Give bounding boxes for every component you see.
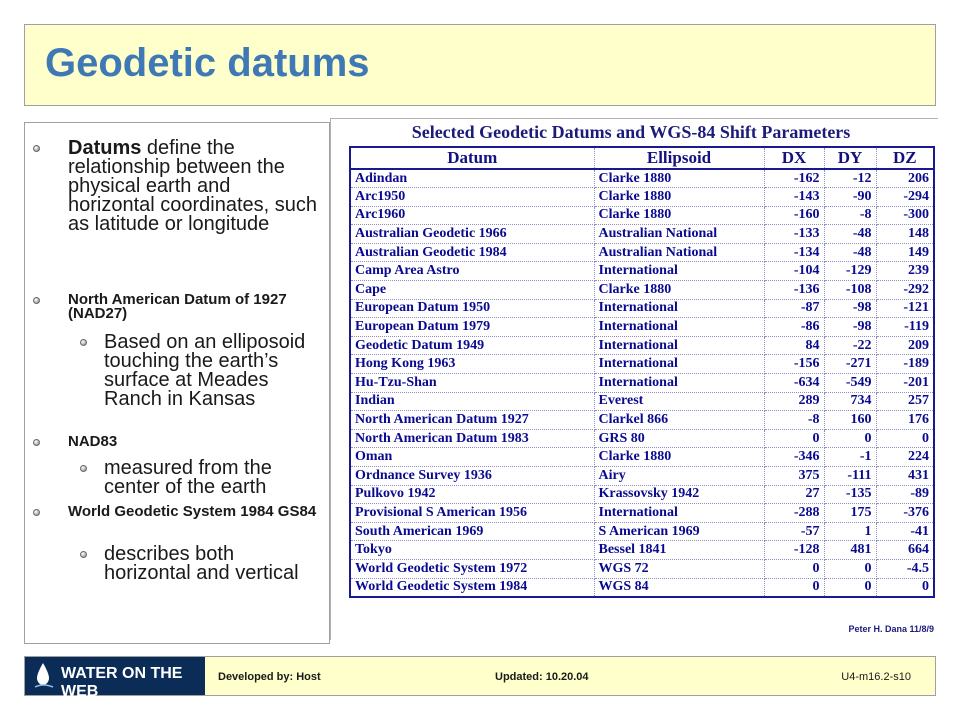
cell-datum: North American Datum 1927 bbox=[350, 411, 594, 430]
cell-ellipsoid: S American 1969 bbox=[594, 522, 764, 541]
cell-dz: 176 bbox=[876, 411, 934, 430]
cell-ellipsoid: International bbox=[594, 299, 764, 318]
table-row bbox=[350, 411, 934, 430]
slide-title: Geodetic datums bbox=[45, 41, 370, 85]
cell-dz: -292 bbox=[876, 281, 934, 300]
sub-bullet-icon bbox=[80, 339, 87, 346]
cell-dy: -111 bbox=[824, 467, 876, 486]
cell-dy: 175 bbox=[824, 504, 876, 523]
cell-datum: Hu-Tzu-Shan bbox=[350, 374, 594, 393]
table-row bbox=[350, 169, 934, 188]
cell-datum: Camp Area Astro bbox=[350, 262, 594, 281]
cell-dz: 0 bbox=[876, 429, 934, 448]
developed-by: Developed by: Host bbox=[218, 671, 321, 683]
cell-dx: 375 bbox=[764, 467, 824, 486]
cell-datum: Cape bbox=[350, 281, 594, 300]
cell-datum: Australian Geodetic 1966 bbox=[350, 225, 594, 244]
table-row bbox=[350, 318, 934, 337]
cell-dy: -549 bbox=[824, 374, 876, 393]
cell-datum: World Geodetic System 1984 bbox=[350, 578, 594, 597]
table-row bbox=[350, 578, 934, 597]
cell-dz: 149 bbox=[876, 243, 934, 262]
table-row bbox=[350, 467, 934, 486]
cell-dy: -108 bbox=[824, 281, 876, 300]
cell-ellipsoid: WGS 84 bbox=[594, 578, 764, 597]
cell-dy: -98 bbox=[824, 299, 876, 318]
table-row bbox=[350, 355, 934, 374]
cell-datum: Arc1950 bbox=[350, 188, 594, 207]
cell-datum: North American Datum 1983 bbox=[350, 429, 594, 448]
cell-dz: 239 bbox=[876, 262, 934, 281]
table-credit: Peter H. Dana 11/8/9 bbox=[848, 624, 934, 634]
cell-dx: -634 bbox=[764, 374, 824, 393]
title-bar bbox=[24, 24, 936, 106]
cell-ellipsoid: GRS 80 bbox=[594, 429, 764, 448]
cell-dx: -136 bbox=[764, 281, 824, 300]
cell-ellipsoid: Australian National bbox=[594, 243, 764, 262]
cell-dy: -135 bbox=[824, 485, 876, 504]
cell-dx: -143 bbox=[764, 188, 824, 207]
cell-dz: 257 bbox=[876, 392, 934, 411]
slide-code: U4-m16.2-s10 bbox=[841, 671, 911, 683]
cell-dz: 148 bbox=[876, 225, 934, 244]
col-header-dy: DY bbox=[824, 147, 876, 169]
cell-datum: South American 1969 bbox=[350, 522, 594, 541]
cell-dy: -98 bbox=[824, 318, 876, 337]
cell-dy: 734 bbox=[824, 392, 876, 411]
bullet-nad27: North American Datum of 1927 (NAD27) bbox=[68, 291, 287, 322]
bullet-panel bbox=[24, 122, 330, 644]
table-row bbox=[350, 448, 934, 467]
cell-dz: -4.5 bbox=[876, 559, 934, 578]
table-row bbox=[350, 188, 934, 207]
cell-datum: Oman bbox=[350, 448, 594, 467]
water-on-the-web-logo bbox=[25, 657, 205, 700]
cell-dx: -86 bbox=[764, 318, 824, 337]
bullet-icon bbox=[33, 145, 40, 152]
cell-dz: -201 bbox=[876, 374, 934, 393]
cell-dx: 0 bbox=[764, 578, 824, 597]
sub-bullet-icon bbox=[80, 465, 87, 472]
cell-ellipsoid: International bbox=[594, 318, 764, 337]
updated-date: Updated: 10.20.04 bbox=[495, 671, 589, 683]
cell-dy: -90 bbox=[824, 188, 876, 207]
table-row bbox=[350, 336, 934, 355]
cell-ellipsoid: Clarkel 866 bbox=[594, 411, 764, 430]
datum-table bbox=[349, 146, 935, 598]
cell-ellipsoid: International bbox=[594, 355, 764, 374]
cell-dz: -376 bbox=[876, 504, 934, 523]
cell-dx: -288 bbox=[764, 504, 824, 523]
cell-ellipsoid: International bbox=[594, 374, 764, 393]
cell-dz: -189 bbox=[876, 355, 934, 374]
cell-dx: -87 bbox=[764, 299, 824, 318]
cell-dy: -12 bbox=[824, 169, 876, 188]
cell-ellipsoid: Australian National bbox=[594, 225, 764, 244]
water-drop-icon bbox=[31, 657, 61, 695]
table-row bbox=[350, 206, 934, 225]
bullet-datums-text: define the relationship between the physical earth and horizontal coordinates, such as latitude or longitude bbox=[68, 137, 318, 235]
cell-dy: 1 bbox=[824, 522, 876, 541]
cell-dz: -119 bbox=[876, 318, 934, 337]
cell-dz: 206 bbox=[876, 169, 934, 188]
cell-datum: Ordnance Survey 1936 bbox=[350, 467, 594, 486]
cell-dx: -160 bbox=[764, 206, 824, 225]
table-row bbox=[350, 541, 934, 560]
bullet-icon bbox=[33, 297, 40, 304]
cell-dz: -300 bbox=[876, 206, 934, 225]
col-header-dz: DZ bbox=[876, 147, 934, 169]
table-row bbox=[350, 485, 934, 504]
cell-dy: -22 bbox=[824, 336, 876, 355]
cell-ellipsoid: International bbox=[594, 262, 764, 281]
bullet-wgs84: World Geodetic System 1984 GS84 bbox=[68, 503, 317, 520]
cell-dx: 0 bbox=[764, 559, 824, 578]
table-header-row bbox=[350, 147, 934, 169]
cell-dx: -346 bbox=[764, 448, 824, 467]
cell-ellipsoid: Clarke 1880 bbox=[594, 188, 764, 207]
table-row bbox=[350, 262, 934, 281]
cell-dy: -8 bbox=[824, 206, 876, 225]
logo-text: WATER ON THE WEB bbox=[61, 665, 183, 700]
bullet-datums bbox=[68, 139, 322, 234]
cell-dy: 0 bbox=[824, 429, 876, 448]
datum-table-panel bbox=[330, 118, 938, 640]
cell-datum: European Datum 1979 bbox=[350, 318, 594, 337]
col-header-dx: DX bbox=[764, 147, 824, 169]
sub-bullet-icon bbox=[80, 551, 87, 558]
table-row bbox=[350, 225, 934, 244]
cell-dz: -41 bbox=[876, 522, 934, 541]
cell-dy: -129 bbox=[824, 262, 876, 281]
cell-ellipsoid: WGS 72 bbox=[594, 559, 764, 578]
cell-dx: 289 bbox=[764, 392, 824, 411]
cell-dy: -271 bbox=[824, 355, 876, 374]
cell-datum: Arc1960 bbox=[350, 206, 594, 225]
cell-dy: 481 bbox=[824, 541, 876, 560]
cell-datum: Provisional S American 1956 bbox=[350, 504, 594, 523]
cell-ellipsoid: Krassovsky 1942 bbox=[594, 485, 764, 504]
cell-datum: Hong Kong 1963 bbox=[350, 355, 594, 374]
table-row bbox=[350, 299, 934, 318]
cell-dz: 664 bbox=[876, 541, 934, 560]
bullet-icon bbox=[33, 509, 40, 516]
table-row bbox=[350, 504, 934, 523]
table-row bbox=[350, 522, 934, 541]
sub-bullet-nad27: Based on an elliposoid touching the earth’s surface at Meades Ranch in Kansas bbox=[104, 331, 306, 410]
cell-datum: European Datum 1950 bbox=[350, 299, 594, 318]
cell-dy: 0 bbox=[824, 578, 876, 597]
cell-ellipsoid: Clarke 1880 bbox=[594, 448, 764, 467]
cell-datum: Indian bbox=[350, 392, 594, 411]
cell-dy: 0 bbox=[824, 559, 876, 578]
col-header-ellipsoid: Ellipsoid bbox=[594, 147, 764, 169]
cell-ellipsoid: Clarke 1880 bbox=[594, 169, 764, 188]
cell-datum: World Geodetic System 1972 bbox=[350, 559, 594, 578]
cell-dz: 431 bbox=[876, 467, 934, 486]
cell-dy: -48 bbox=[824, 225, 876, 244]
cell-dz: 209 bbox=[876, 336, 934, 355]
table-row bbox=[350, 429, 934, 448]
cell-dz: 224 bbox=[876, 448, 934, 467]
cell-ellipsoid: Clarke 1880 bbox=[594, 206, 764, 225]
sub-bullet-wgs84: describes both horizontal and vertical bbox=[104, 543, 299, 584]
cell-datum: Geodetic Datum 1949 bbox=[350, 336, 594, 355]
cell-ellipsoid: Bessel 1841 bbox=[594, 541, 764, 560]
bullet-nad83: NAD83 bbox=[68, 433, 118, 450]
table-row bbox=[350, 392, 934, 411]
cell-dx: 0 bbox=[764, 429, 824, 448]
cell-dx: -162 bbox=[764, 169, 824, 188]
footer-bar bbox=[24, 656, 936, 700]
table-row bbox=[350, 243, 934, 262]
cell-dx: 27 bbox=[764, 485, 824, 504]
cell-dx: -156 bbox=[764, 355, 824, 374]
cell-dx: 84 bbox=[764, 336, 824, 355]
cell-ellipsoid: International bbox=[594, 336, 764, 355]
cell-ellipsoid: International bbox=[594, 504, 764, 523]
cell-dz: -89 bbox=[876, 485, 934, 504]
cell-dx: -8 bbox=[764, 411, 824, 430]
cell-datum: Tokyo bbox=[350, 541, 594, 560]
cell-dx: -128 bbox=[764, 541, 824, 560]
cell-dz: 0 bbox=[876, 578, 934, 597]
cell-ellipsoid: Everest bbox=[594, 392, 764, 411]
cell-dx: -104 bbox=[764, 262, 824, 281]
bullet-icon bbox=[33, 439, 40, 446]
table-row bbox=[350, 559, 934, 578]
cell-dy: 160 bbox=[824, 411, 876, 430]
bullet-datums-term: Datums bbox=[68, 137, 142, 159]
cell-datum: Adindan bbox=[350, 169, 594, 188]
cell-dx: -57 bbox=[764, 522, 824, 541]
cell-datum: Australian Geodetic 1984 bbox=[350, 243, 594, 262]
cell-ellipsoid: Clarke 1880 bbox=[594, 281, 764, 300]
cell-dx: -134 bbox=[764, 243, 824, 262]
table-row bbox=[350, 374, 934, 393]
cell-dz: -121 bbox=[876, 299, 934, 318]
cell-dy: -48 bbox=[824, 243, 876, 262]
cell-datum: Pulkovo 1942 bbox=[350, 485, 594, 504]
cell-dx: -133 bbox=[764, 225, 824, 244]
cell-dy: -1 bbox=[824, 448, 876, 467]
table-row bbox=[350, 281, 934, 300]
table-title: Selected Geodetic Datums and WGS-84 Shift Parameters bbox=[411, 122, 851, 142]
col-header-datum: Datum bbox=[350, 147, 594, 169]
sub-bullet-nad83: measured from the center of the earth bbox=[104, 457, 272, 498]
cell-dz: -294 bbox=[876, 188, 934, 207]
cell-ellipsoid: Airy bbox=[594, 467, 764, 486]
